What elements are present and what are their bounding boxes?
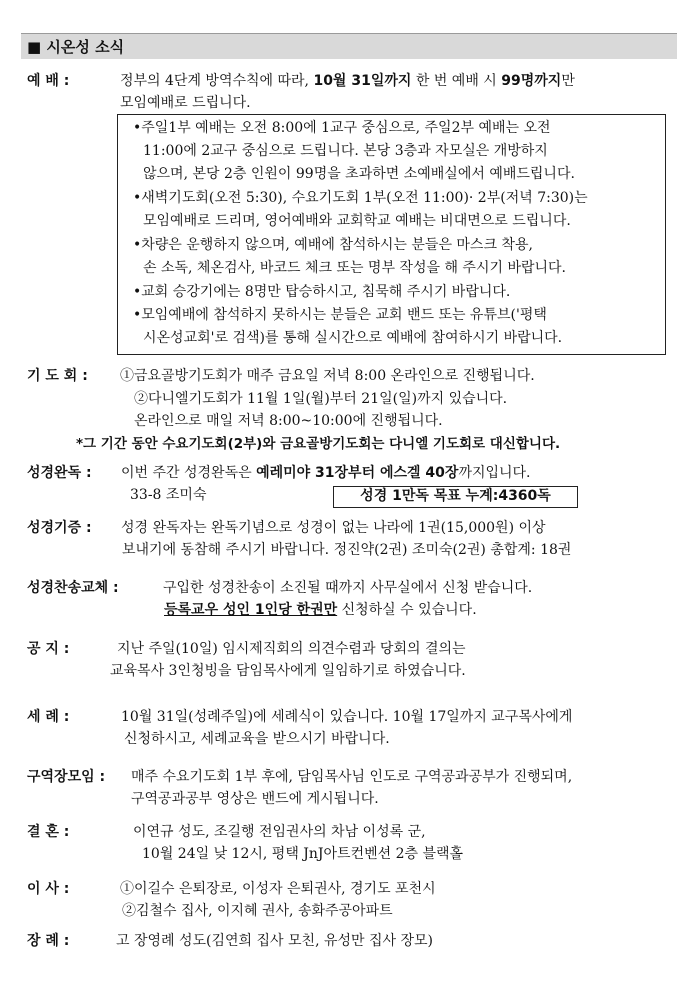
bible-donation-label: 성경기증 : bbox=[27, 520, 92, 536]
box-line: •모임예배에 참석하지 못하시는 분들은 교회 밴드 또는 유튜브('평택 bbox=[133, 307, 547, 323]
wedding-line-1: 이연규 성도, 조길행 전임권사의 차남 이성록 군, bbox=[133, 824, 426, 840]
hymnal-line-1: 구입한 성경찬송이 소진될 때까지 사무실에서 신청 받습니다. bbox=[163, 580, 533, 596]
district-label: 구역장모임 : bbox=[27, 769, 106, 785]
box-line: •교회 승강기에는 8명만 탑승하시고, 침묵해 주시기 바랍니다. bbox=[133, 284, 511, 300]
box-line: 모임예배로 드리며, 영어예배와 교회학교 예배는 비대면으로 드립니다. bbox=[143, 213, 571, 229]
prayer-line-2: ②다니엘기도회가 11월 1일(월)부터 21일(일)까지 있습니다. bbox=[134, 391, 508, 407]
funeral-label: 장 례 : bbox=[27, 933, 70, 949]
worship-text-a: 정부의 4단계 방역수칙에 따라, bbox=[120, 73, 314, 89]
baptism-label: 세 례 : bbox=[27, 709, 70, 725]
bible-reading-text-a: 이번 주간 성경완독은 bbox=[121, 465, 257, 481]
notice-line-2: 교육목사 3인청빙을 담임목사에게 일임하기로 하였습니다. bbox=[110, 663, 466, 679]
worship-text-b: 한 번 예배 시 bbox=[411, 73, 502, 89]
moving-line-2: ②김철수 집사, 이지혜 권사, 송화주공아파트 bbox=[122, 903, 393, 919]
wedding-label: 결 혼 : bbox=[27, 824, 70, 840]
prayer-line-1: ①금요골방기도회가 매주 금요일 저녁 8:00 온라인으로 진행됩니다. bbox=[120, 368, 535, 384]
notice-label: 공 지 : bbox=[27, 641, 70, 657]
bible-donation-line-1: 성경 완독자는 완독기념으로 성경이 없는 나라에 1권(15,000원) 이상 bbox=[121, 520, 546, 536]
hymnal-limit: 등록교우 성인 1인당 한권만 bbox=[164, 602, 338, 618]
worship-date: 10월 31일까지 bbox=[313, 73, 412, 89]
bible-reading-label: 성경완독 : bbox=[27, 465, 92, 481]
prayer-line-3: 온라인으로 매일 저녁 8:00~10:00에 진행됩니다. bbox=[134, 413, 443, 429]
baptism-line-1: 10월 31일(성례주일)에 세례식이 있습니다. 10월 17일까지 교구목사에게 bbox=[121, 709, 573, 725]
moving-label: 이 사 : bbox=[27, 881, 70, 897]
funeral-line-1: 고 장영례 성도(김연희 집사 모친, 유성만 집사 장모) bbox=[116, 933, 434, 949]
prayer-note: *그 기간 동안 수요기도회(2부)와 금요골방기도회는 다니엘 기도회로 대신합니다. bbox=[76, 436, 561, 452]
worship-limit: 99명까지 bbox=[501, 73, 562, 89]
hymnal-line-2 bbox=[164, 599, 477, 621]
bible-reading-line-2: 33-8 조미숙 bbox=[130, 487, 207, 503]
box-line: 11:00에 2교구 중심으로 드립니다. 본당 3층과 자모실은 개방하지 bbox=[143, 143, 548, 159]
moving-line-1: ①이길수 은퇴장로, 이성자 은퇴권사, 경기도 포천시 bbox=[120, 881, 436, 897]
bible-reading-range: 예레미야 31장부터 에스겔 40장 bbox=[256, 465, 459, 481]
box-line: 않으며, 본당 2층 인원이 99명을 초과하면 소예배실에서 예배드립니다. bbox=[143, 166, 575, 182]
notice-line-1: 지난 주일(10일) 임시제직회의 의견수렴과 당회의 결의는 bbox=[117, 641, 466, 657]
district-line-1: 매주 수요기도회 1부 후에, 담임목사님 인도로 구역공과공부가 진행되며, bbox=[131, 769, 573, 785]
bible-goal-box: 성경 1만독 목표 누계:4360독 bbox=[333, 486, 578, 508]
worship-text-c: 만 bbox=[561, 73, 575, 89]
worship-label: 예 배 : bbox=[27, 73, 70, 89]
baptism-line-2: 신청하시고, 세례교육을 받으시기 바랍니다. bbox=[124, 731, 390, 747]
box-line: •주일1부 예배는 오전 8:00에 1교구 중심으로, 주일2부 예배는 오전 bbox=[133, 120, 551, 136]
bible-donation-line-2: 보내기에 동참해 주시기 바랍니다. 정진약(2권) 조미숙(2권) 총합계: 18권 bbox=[122, 542, 572, 558]
worship-line-1 bbox=[120, 70, 575, 92]
hymnal-text: 신청하실 수 있습니다. bbox=[337, 602, 477, 618]
box-line: •차량은 운행하지 않으며, 예배에 참석하시는 분들은 마스크 착용, bbox=[133, 237, 533, 253]
worship-line-2: 모임예배로 드립니다. bbox=[120, 95, 251, 111]
section-title: ■ 시온성 소식 bbox=[21, 33, 677, 59]
prayer-label: 기 도 회 : bbox=[27, 368, 88, 384]
bible-reading-text-b: 까지입니다. bbox=[458, 465, 531, 481]
district-line-2: 구역공과공부 영상은 밴드에 게시됩니다. bbox=[131, 791, 379, 807]
hymnal-label: 성경찬송교체 : bbox=[27, 580, 119, 596]
bible-reading-line-1 bbox=[121, 462, 531, 484]
box-line: 손 소독, 체온검사, 바코드 체크 또는 명부 작성을 해 주시기 바랍니다. bbox=[143, 260, 566, 276]
box-line: •새벽기도회(오전 5:30), 수요기도회 1부(오전 11:00)· 2부(저녁 7:30)는 bbox=[133, 190, 588, 206]
wedding-line-2: 10월 24일 낮 12시, 평택 JnJ아트컨벤션 2층 블랙홀 bbox=[142, 846, 464, 862]
box-line: 시온성교회'로 검색)를 통해 실시간으로 예배에 참여하시기 바랍니다. bbox=[143, 330, 563, 346]
